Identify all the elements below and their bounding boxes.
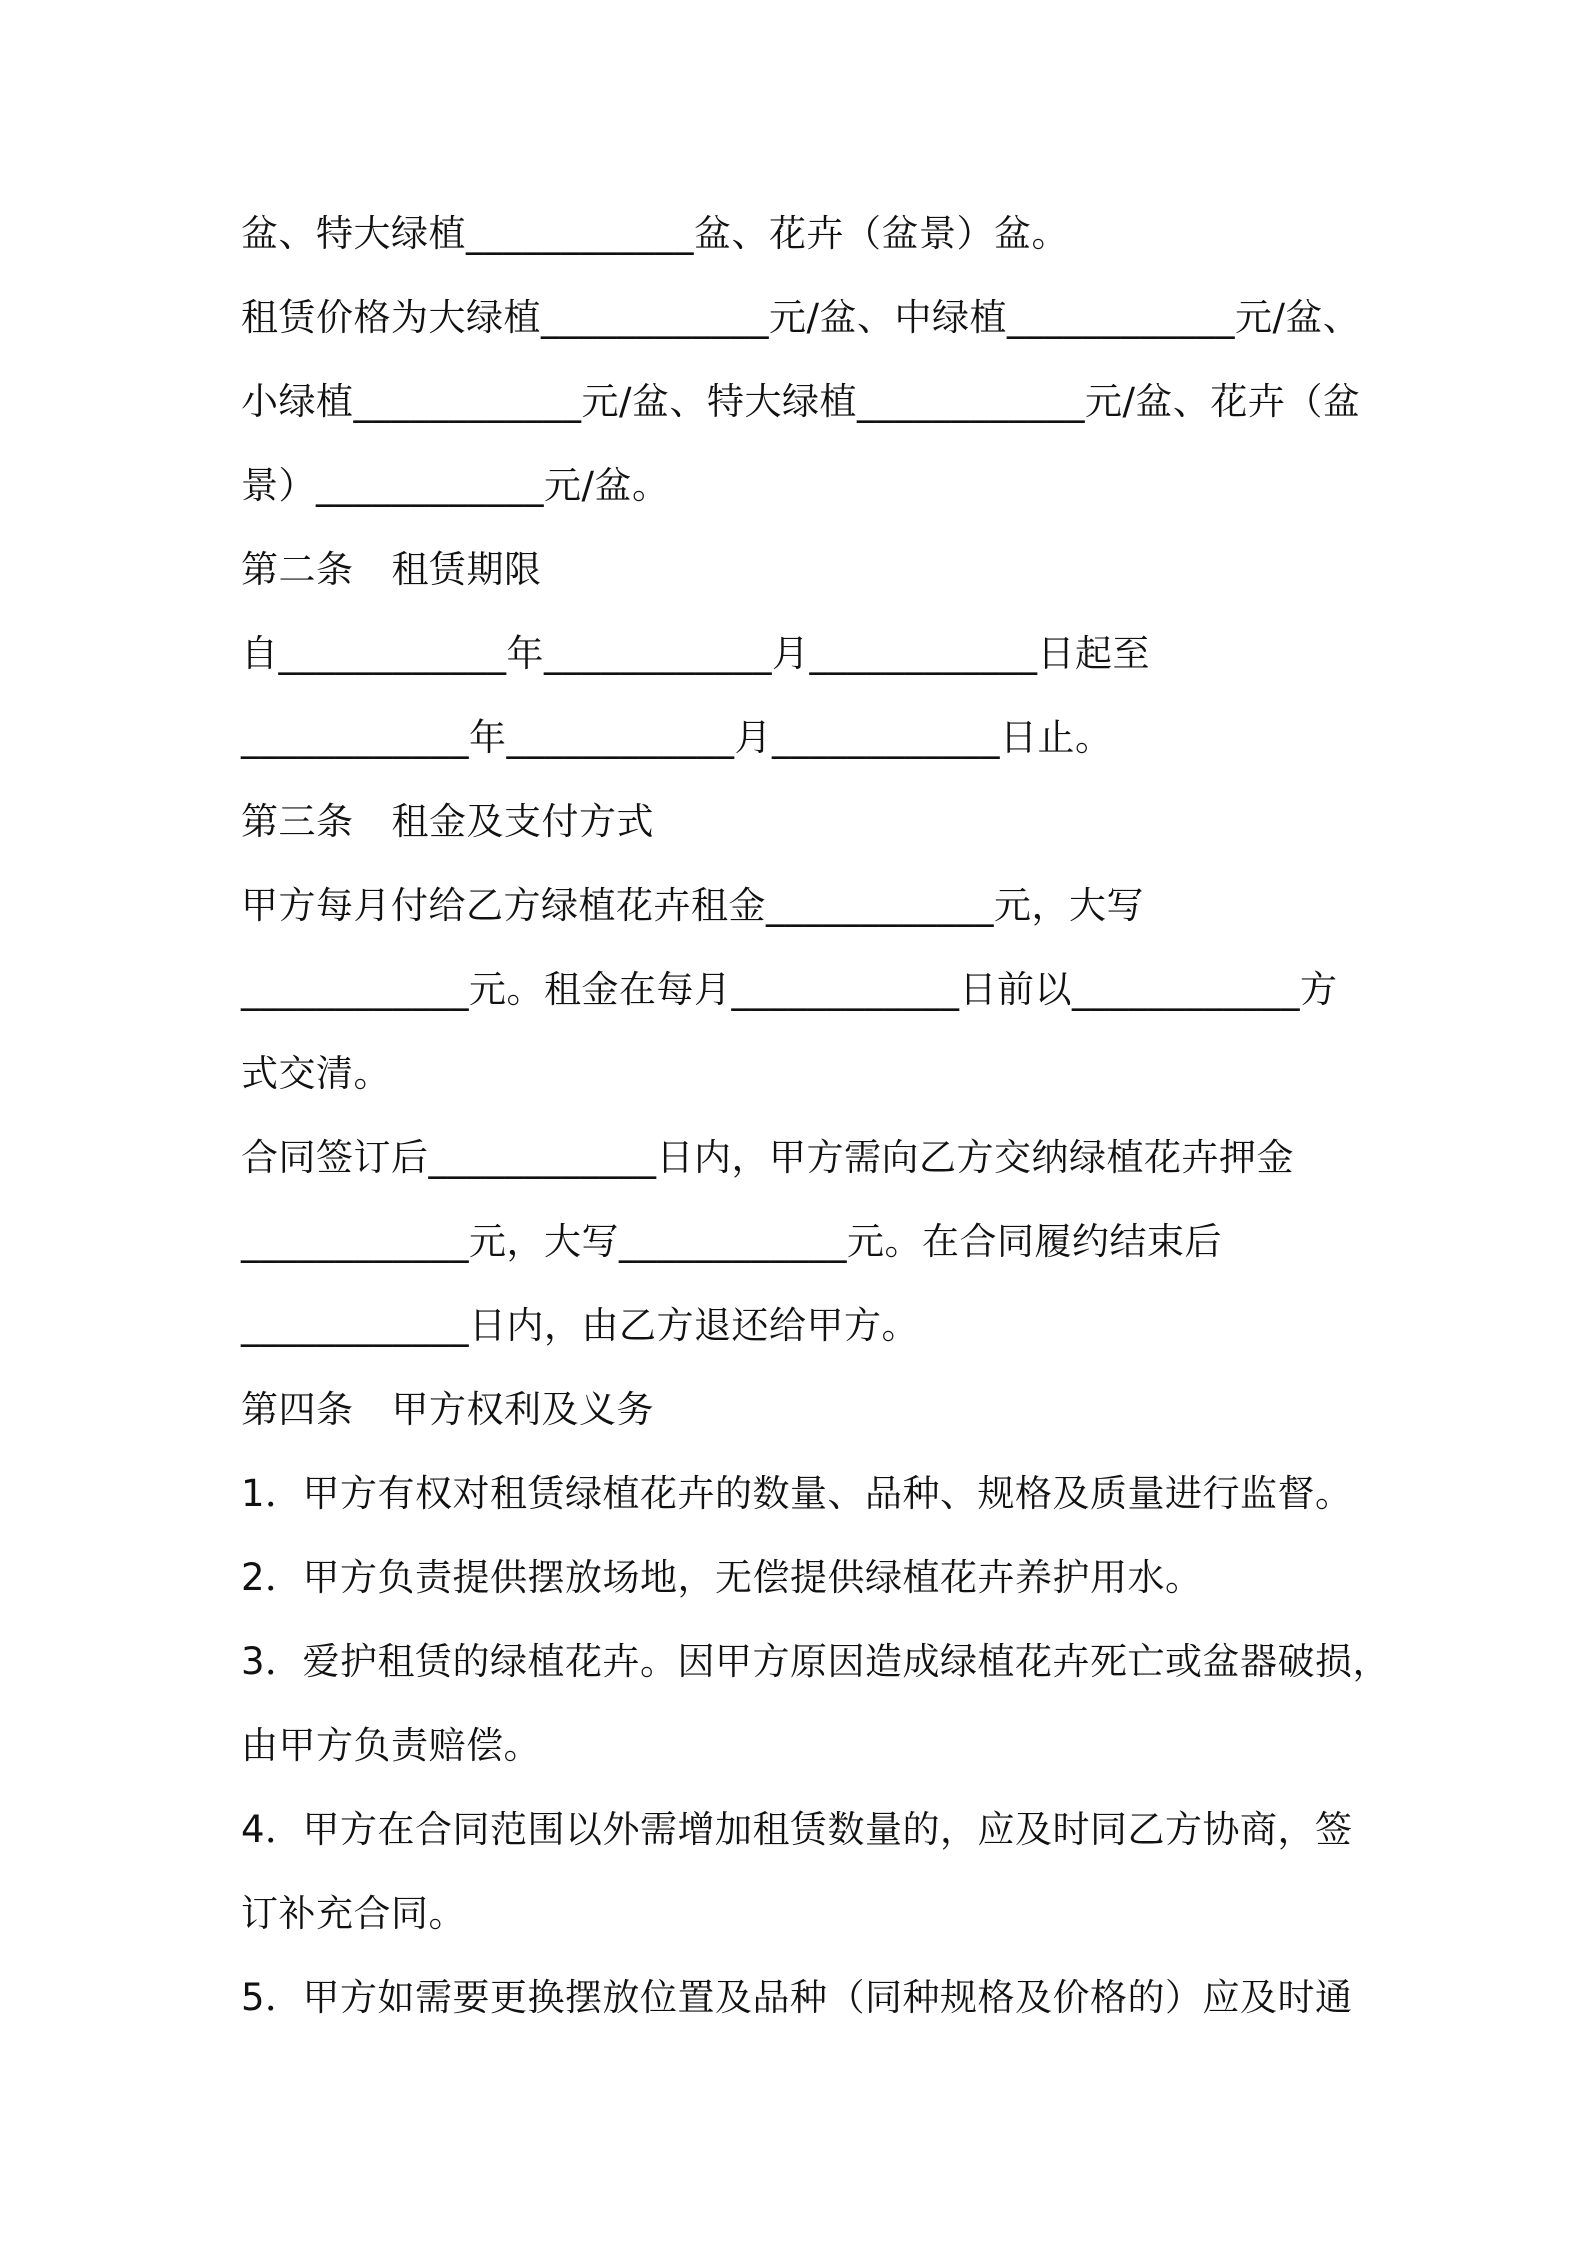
- text-line: 景）____________元/盆。: [241, 464, 670, 507]
- article-title: 租赁期限: [391, 548, 542, 591]
- article-number: 第三条: [241, 800, 354, 843]
- text-line: 3．爱护租赁的绿植花卉。因甲方原因造成绿植花卉死亡或盆器破损，: [241, 1640, 1391, 1683]
- text-line: 甲方每月付给乙方绿植花卉租金____________元，大写: [241, 884, 1144, 927]
- text-line: ____________日内，由乙方退还给甲方。: [241, 1304, 919, 1347]
- text-line: 合同签订后____________日内，甲方需向乙方交纳绿植花卉押金: [241, 1136, 1294, 1179]
- text-line: 租赁价格为大绿植____________元/盆、中绿植____________元/盆、: [241, 296, 1361, 339]
- article-2-heading: [241, 528, 1381, 612]
- article-3-heading: [241, 780, 1381, 864]
- document-body: [241, 192, 1391, 2040]
- text-line: 2．甲方负责提供摆放场地，无偿提供绿植花卉养护用水。: [241, 1556, 1203, 1599]
- text-line: 4．甲方在合同范围以外需增加租赁数量的，应及时同乙方协商，签: [241, 1808, 1353, 1851]
- article-number: 第四条: [241, 1388, 354, 1431]
- article-4-heading: [241, 1368, 1381, 1452]
- text-line: ____________元，大写____________元。在合同履约结束后: [241, 1220, 1222, 1263]
- text-line: 5．甲方如需要更换摆放位置及品种（同种规格及价格的）应及时通: [241, 1976, 1353, 2019]
- text-line: 小绿植____________元/盆、特大绿植____________元/盆、花卉（盆: [241, 380, 1361, 423]
- text-line: 由甲方负责赔偿。: [241, 1724, 541, 1767]
- text-line: 自____________年____________月____________日起至: [241, 632, 1150, 675]
- article-title: 甲方权利及义务: [391, 1388, 654, 1431]
- text-line: 1．甲方有权对租赁绿植花卉的数量、品种、规格及质量进行监督。: [241, 1472, 1353, 1515]
- text-line: ____________元。租金在每月____________日前以____________方: [241, 968, 1338, 1011]
- article-number: 第二条: [241, 548, 354, 591]
- text-line: 盆、特大绿植____________盆、花卉（盆景）盆。: [241, 212, 1069, 255]
- text-line: 订补充合同。: [241, 1892, 466, 1935]
- text-line: 式交清。: [241, 1052, 391, 1095]
- text-line: ____________年____________月____________日止。: [241, 716, 1113, 759]
- article-title: 租金及支付方式: [391, 800, 654, 843]
